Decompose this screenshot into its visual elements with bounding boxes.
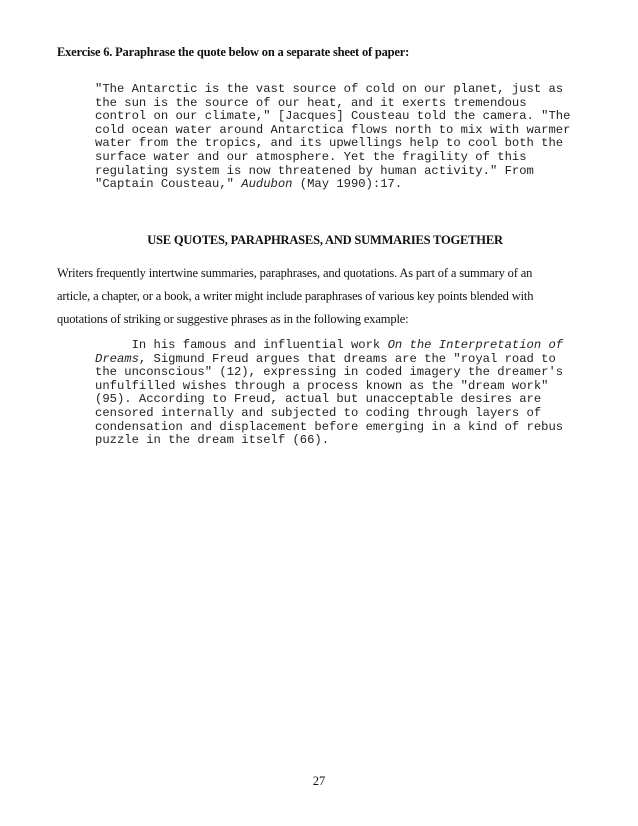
source-italic-title: Audubon: [241, 177, 293, 192]
quote-source-line: [95, 178, 595, 192]
quote-line: surface water and our atmosphere. Yet the fragility of this: [95, 149, 527, 164]
example-line: [95, 339, 595, 353]
example-line: [95, 353, 595, 367]
intro-paragraph: [57, 262, 597, 331]
quote-line: cold ocean water around Antarctica flows north to mix with warmer: [95, 122, 571, 137]
example-italic-title: Dreams: [95, 351, 139, 366]
quote-line: control on our climate," [Jacques] Cousteau told the camera. "The: [95, 109, 571, 124]
source-prefix: "Captain Cousteau,": [95, 177, 242, 192]
example-line: condensation and displacement before emerging in a kind of rebus: [95, 419, 564, 434]
example-line: censored internally and subjected to coding through layers of: [95, 405, 542, 420]
intro-line: quotations of striking or suggestive phrases as in the following example:: [57, 312, 409, 326]
quote-line: water from the tropics, and its upwellings help to cool both the: [95, 136, 564, 151]
intro-line: Writers frequently intertwine summaries, paraphrases, and quotations. As part of a summary of an: [57, 266, 533, 280]
source-suffix: (May 1990):17.: [292, 177, 403, 192]
section-heading: USE QUOTES, PARAPHRASES, AND SUMMARIES TOGETHER: [147, 233, 503, 247]
quote-line: the sun is the source of our heat, and it exerts tremendous: [95, 95, 527, 110]
exercise-heading: Exercise 6. Paraphrase the quote below on a separate sheet of paper:: [57, 45, 410, 59]
example-line: puzzle in the dream itself (66).: [95, 433, 330, 448]
intro-line: article, a chapter, or a book, a writer might include paraphrases of various key points blended with: [57, 289, 534, 303]
example-text: , Sigmund Freud argues that dreams are the "royal road to: [138, 351, 556, 366]
page-number: 27: [312, 774, 326, 788]
quote-line: regulating system is now threatened by human activity." From: [95, 163, 534, 178]
quote-line: "The Antarctic is the vast source of cold on our planet, just as: [95, 82, 564, 96]
example-line: unfulfilled wishes through a process known as the "dream work": [95, 378, 549, 393]
example-block: [95, 339, 595, 448]
example-text: In his famous and influential work: [95, 338, 388, 352]
example-italic-title: On the Interpretation of: [387, 338, 564, 352]
example-line: the unconscious" (12), expressing in coded imagery the dreamer's: [95, 365, 564, 380]
example-line: (95). According to Freud, actual but unacceptable desires are: [95, 392, 542, 407]
quote-block: [95, 83, 595, 192]
